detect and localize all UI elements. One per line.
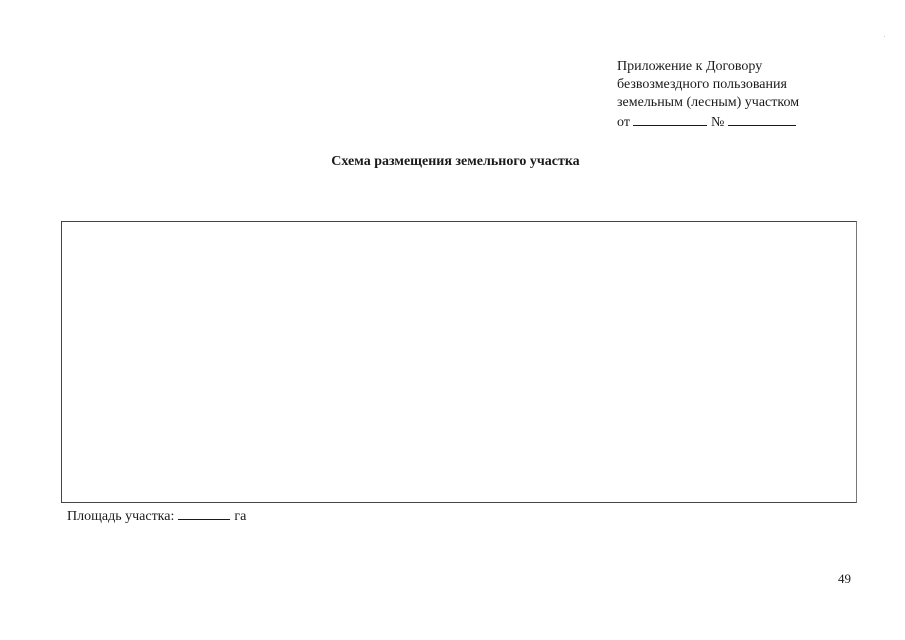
appendix-line-1: Приложение к Договору bbox=[617, 59, 763, 74]
page-number: 49 bbox=[838, 571, 851, 586]
from-label: от bbox=[617, 115, 630, 130]
page-title-text: Схема размещения земельного участка bbox=[331, 154, 580, 169]
area-label: Площадь участка: bbox=[67, 509, 175, 524]
appendix-header bbox=[617, 58, 877, 132]
appendix-line-3: земельным (лесным) участком bbox=[617, 95, 800, 110]
appendix-line-2: безвозмездного пользования bbox=[617, 77, 787, 92]
number-sign: № bbox=[710, 115, 725, 130]
page-title bbox=[0, 154, 905, 170]
area-line bbox=[67, 506, 246, 525]
date-blank bbox=[633, 112, 707, 126]
appendix-line-4 bbox=[617, 112, 877, 132]
number-blank bbox=[728, 112, 796, 126]
area-unit: га bbox=[234, 509, 247, 524]
scan-speck bbox=[884, 36, 885, 37]
area-blank bbox=[178, 506, 230, 520]
scheme-frame bbox=[61, 221, 857, 503]
